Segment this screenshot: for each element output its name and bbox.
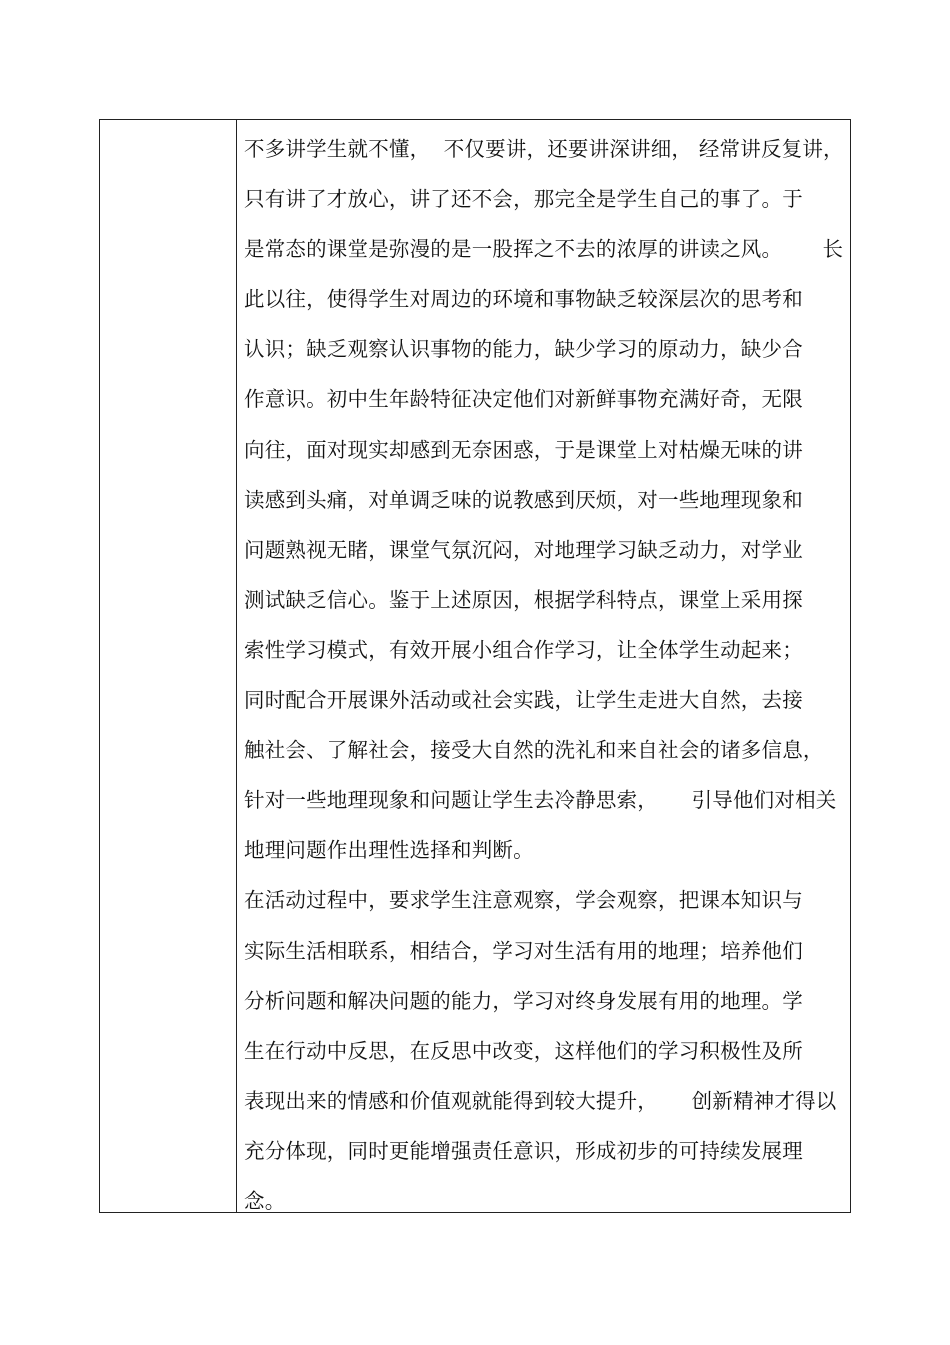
paragraph-line: 索性学习模式，有效开展小组合作学习，让全体学生动起来；: [244, 637, 803, 662]
paragraph-line: 表现出来的情感和价值观就能得到较大提升， 创新精神才得以: [244, 1088, 837, 1113]
table-right-cell: [237, 120, 850, 1212]
paragraph-line: 问题熟视无睹，课堂气氛沉闷，对地理学习缺乏动力，对学业: [244, 537, 803, 562]
paragraph-line: 在活动过程中，要求学生注意观察，学会观察，把课本知识与: [244, 888, 803, 913]
paragraph-line: 向往，面对现实却感到无奈困惑，于是课堂上对枯燥无味的讲: [244, 437, 803, 462]
paragraph-line: 分析问题和解决问题的能力，学习对终身发展有用的地理。学: [244, 988, 803, 1013]
paragraph-line: 此以往，使得学生对周边的环境和事物缺乏较深层次的思考和: [244, 287, 803, 312]
paragraph-line: 充分体现，同时更能增强责任意识，形成初步的可持续发展理: [244, 1138, 803, 1163]
paragraph-line: 实际生活相联系，相结合，学习对生活有用的地理；培养他们: [244, 938, 803, 963]
paragraph-line: 触社会、了解社会，接受大自然的洗礼和来自社会的诸多信息，: [244, 738, 824, 763]
paragraph-line: 地理问题作出理性选择和判断。: [244, 838, 534, 863]
paragraph-line: 测试缺乏信心。鉴于上述原因，根据学科特点，课堂上采用探: [244, 587, 803, 612]
paragraph-line: 针对一些地理现象和问题让学生去冷静思索， 引导他们对相关: [244, 788, 837, 813]
paragraph-line: 同时配合开展课外活动或社会实践，让学生走进大自然，去接: [244, 688, 803, 713]
paragraph-line: 认识；缺乏观察认识事物的能力，缺少学习的原动力，缺少合: [244, 337, 803, 362]
paragraph-line: 是常态的课堂是弥漫的是一股挥之不去的浓厚的讲读之风。 长: [244, 237, 844, 262]
paragraph-line: 读感到头痛，对单调乏味的说教感到厌烦，对一些地理现象和: [244, 487, 803, 512]
paragraph-line: 念。: [244, 1188, 286, 1213]
content-table: [99, 119, 851, 1213]
paragraph-line: 生在行动中反思，在反思中改变，这样他们的学习积极性及所: [244, 1038, 803, 1063]
paragraph-line: 不多讲学生就不懂， 不仅要讲，还要讲深讲细， 经常讲反复讲，: [244, 137, 844, 161]
paragraph-line: 作意识。初中生年龄特征决定他们对新鲜事物充满好奇，无限: [244, 387, 803, 412]
table-left-cell: [100, 120, 237, 1212]
paragraph-line: 只有讲了才放心，讲了还不会，那完全是学生自己的事了。于: [244, 187, 803, 212]
